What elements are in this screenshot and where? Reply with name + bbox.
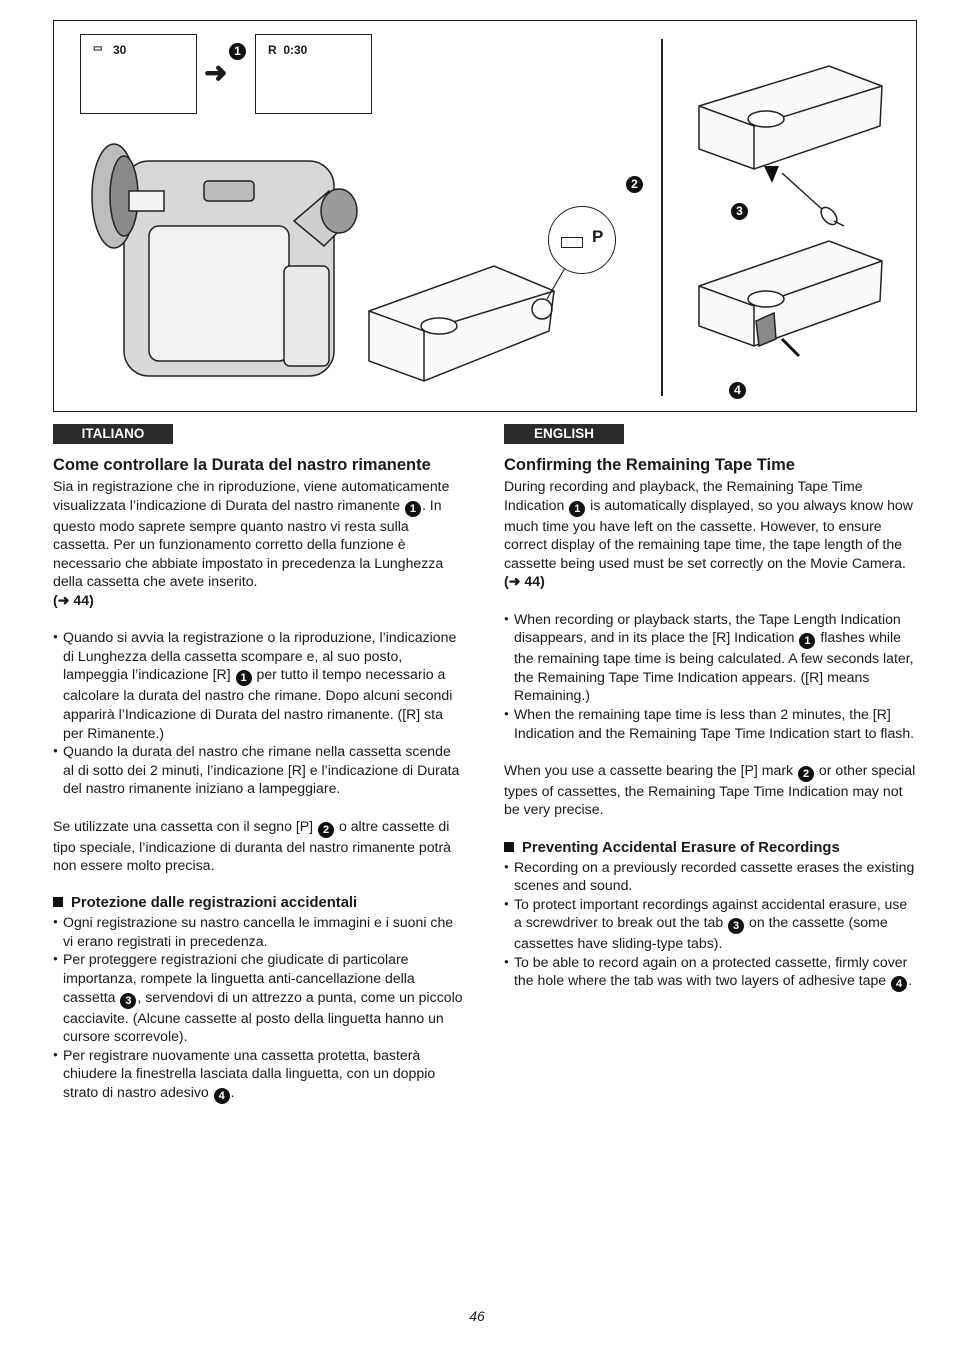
callout-2-icon: 2 [318, 822, 334, 838]
callout-3-marker: 3 [731, 203, 748, 220]
note-text-cont: o altre cassette di tipo speciale, l’indicazione di duranta del nastro rimanente potrà non essere molto precisa. [53, 817, 451, 874]
note-text: Se utilizzate una cassetta con il segno [P] [53, 817, 314, 834]
italian-column [53, 424, 465, 1104]
list-item [504, 895, 916, 953]
section-title-english: Confirming the Remaining Tape Time [504, 456, 795, 474]
intro-text-cont: is automatically displayed, so you always know how much time you have left on the cassette. However, to ensure correct display of the remaining tape time, the tape length of the cassette being used must be set correctly on the Movie Camera. [504, 496, 913, 571]
callout-1-icon: 1 [569, 501, 585, 517]
callout-3-icon: 3 [728, 918, 744, 934]
p-mark-magnifier [548, 206, 616, 274]
cassette-p-drawing [369, 266, 554, 381]
callout-4-marker: 4 [729, 382, 746, 399]
page-number: 46 [469, 1308, 485, 1324]
list-item [504, 610, 916, 705]
tape-arrow [782, 339, 799, 356]
bullet-text: To protect important recordings against accidental erasure, use a screwdriver to break out the tab [514, 895, 908, 931]
bullet-text: Per proteggere registrazioni che giudicate di particolare importanza, rompete la linguetta anti-cancellazione della cassetta [63, 951, 415, 1005]
bullet-list-italian [53, 628, 465, 798]
square-bullet-icon [504, 842, 514, 852]
list-item [53, 1046, 465, 1104]
protection-list-english [504, 858, 916, 993]
display-screen-remaining [255, 34, 372, 114]
intro-text-cont: . In questo modo saprete sempre quanto nastro vi resta sulla cassetta. Per un funzionamento corretto della funzione è necessario che abbiate impostato in precedenza la Lunghezza della cassetta che avete inserito. [53, 496, 444, 590]
bullet-text-cont: flashes while the remaining tape time is being calculated. A few seconds later, the Remaining Tape Time Indication appears. ([R] means Remaining.) [514, 629, 914, 704]
p-mark-window [561, 237, 583, 248]
page-reference: (➜ 44) [53, 591, 94, 608]
tape-icon: ▭ [93, 43, 103, 54]
subsection-title-text: Protezione dalle registrazioni accidentali [71, 895, 358, 912]
language-tag-english: ENGLISH [504, 424, 624, 444]
note-paragraph-italian [53, 817, 465, 875]
callout-2-marker: 2 [626, 176, 643, 193]
callout-3-icon: 3 [120, 993, 136, 1009]
list-item: ● Recording on a previously recorded cassette erases the existing scenes and sound. [504, 858, 916, 895]
callout-4-icon: 4 [214, 1088, 230, 1104]
intro-paragraph-italian [53, 477, 465, 610]
callout-1-icon: 1 [405, 501, 421, 517]
bullet-text: To be able to record again on a protected cassette, firmly cover the hole where the tab was with two layers of adhesive tape [514, 953, 908, 989]
bullet-text: Per registrare nuovamente una cassetta protetta, basterà chiudere la finestrella lasciata dalla linguetta, con un doppio strato di nastro adesivo [63, 1046, 436, 1101]
callout-4-icon: 4 [891, 976, 907, 992]
list-item: ● Ogni registrazione su nastro cancella le immagini e i suoni che vi erano registrati in precedenza. [53, 913, 465, 950]
list-item [53, 628, 465, 742]
display-screen-tape-length [80, 34, 197, 114]
remaining-time-readout: R 0:30 [268, 43, 308, 57]
square-bullet-icon [53, 897, 63, 907]
callout-1-marker: 1 [229, 43, 246, 60]
bullet-text-cont: . [908, 972, 912, 989]
cassette-tab-drawing [699, 66, 882, 169]
cassette-taped-drawing [699, 241, 882, 346]
illustration-frame [53, 20, 917, 412]
page-reference: (➜ 44) [504, 573, 545, 590]
subsection-title-text: Preventing Accidental Erasure of Recordings [522, 839, 840, 856]
arrow-right-icon: ➜ [204, 57, 228, 88]
callout-1-icon: 1 [236, 670, 252, 686]
bullet-list-english [504, 610, 916, 743]
bullet-text-cont: . [230, 1084, 235, 1101]
subsection-title-english [504, 838, 916, 858]
note-text-cont: or other special types of cassettes, the Remaining Tape Time Indication may not be very precise. [504, 761, 916, 818]
subsection-title-italian [53, 893, 465, 913]
note-text: When you use a cassette bearing the [P] mark [504, 761, 794, 778]
screwdriver-drawing [782, 173, 844, 228]
section-title-italian: Come controllare la Durata del nastro rimanente [53, 456, 431, 474]
list-item: ● When the remaining tape time is less than 2 minutes, the [R] Indication and the Remaining Tape Time Indication start to flash. [504, 705, 916, 742]
bullet-text: Quando si avvia la registrazione o la riproduzione, l’indicazione di Lunghezza della cassetta scompare e, al suo posto, lampeggia l’indicazione [R] [63, 629, 457, 683]
list-item [504, 953, 916, 993]
note-paragraph-english [504, 761, 916, 819]
intro-text: During recording and playback, the Remaining Tape Time Indication [504, 478, 863, 513]
bullet-text-cont: , servendovi di un attrezzo a punta, come un piccolo cacciavite. (Alcune cassette al posto della linguetta hanno un cursore scorrevole). [63, 988, 463, 1045]
bullet-text-cont: per tutto il tempo necessario a calcolare la durata del nastro che rimane. Dopo alcuni secondi apparirà l’Indicazione di Durata del nastro rimanente. ([R] sta per Rimanente.) [63, 666, 453, 741]
bullet-text: When recording or playback starts, the Tape Length Indication disappears, and in its place the [R] Indication [514, 610, 901, 646]
protection-list-italian [53, 913, 465, 1104]
bullet-text-cont: on the cassette (some cassettes have sliding-type tabs). [514, 914, 888, 952]
list-item [53, 950, 465, 1045]
callout-2-icon: 2 [798, 766, 814, 782]
camcorder-drawing [92, 144, 357, 376]
intro-text: Sia in registrazione che in riproduzione, viene automaticamente visualizzata l’indicazione di Durata del nastro rimanente [53, 478, 450, 513]
list-item: ● Quando la durata del nastro che rimane nella cassetta scende al di sotto dei 2 minuti, l’indicazione [R] e l’indicazione di Durata del nastro rimanente iniziano a lampeggiare. [53, 742, 465, 798]
language-tag-italian: ITALIANO [53, 424, 173, 444]
p-mark-label: P [592, 227, 604, 246]
intro-paragraph-english [504, 477, 916, 591]
tape-length-readout: 30 [113, 43, 127, 57]
tab-arrow [764, 166, 779, 183]
callout-1-icon: 1 [799, 633, 815, 649]
english-column [504, 424, 916, 992]
